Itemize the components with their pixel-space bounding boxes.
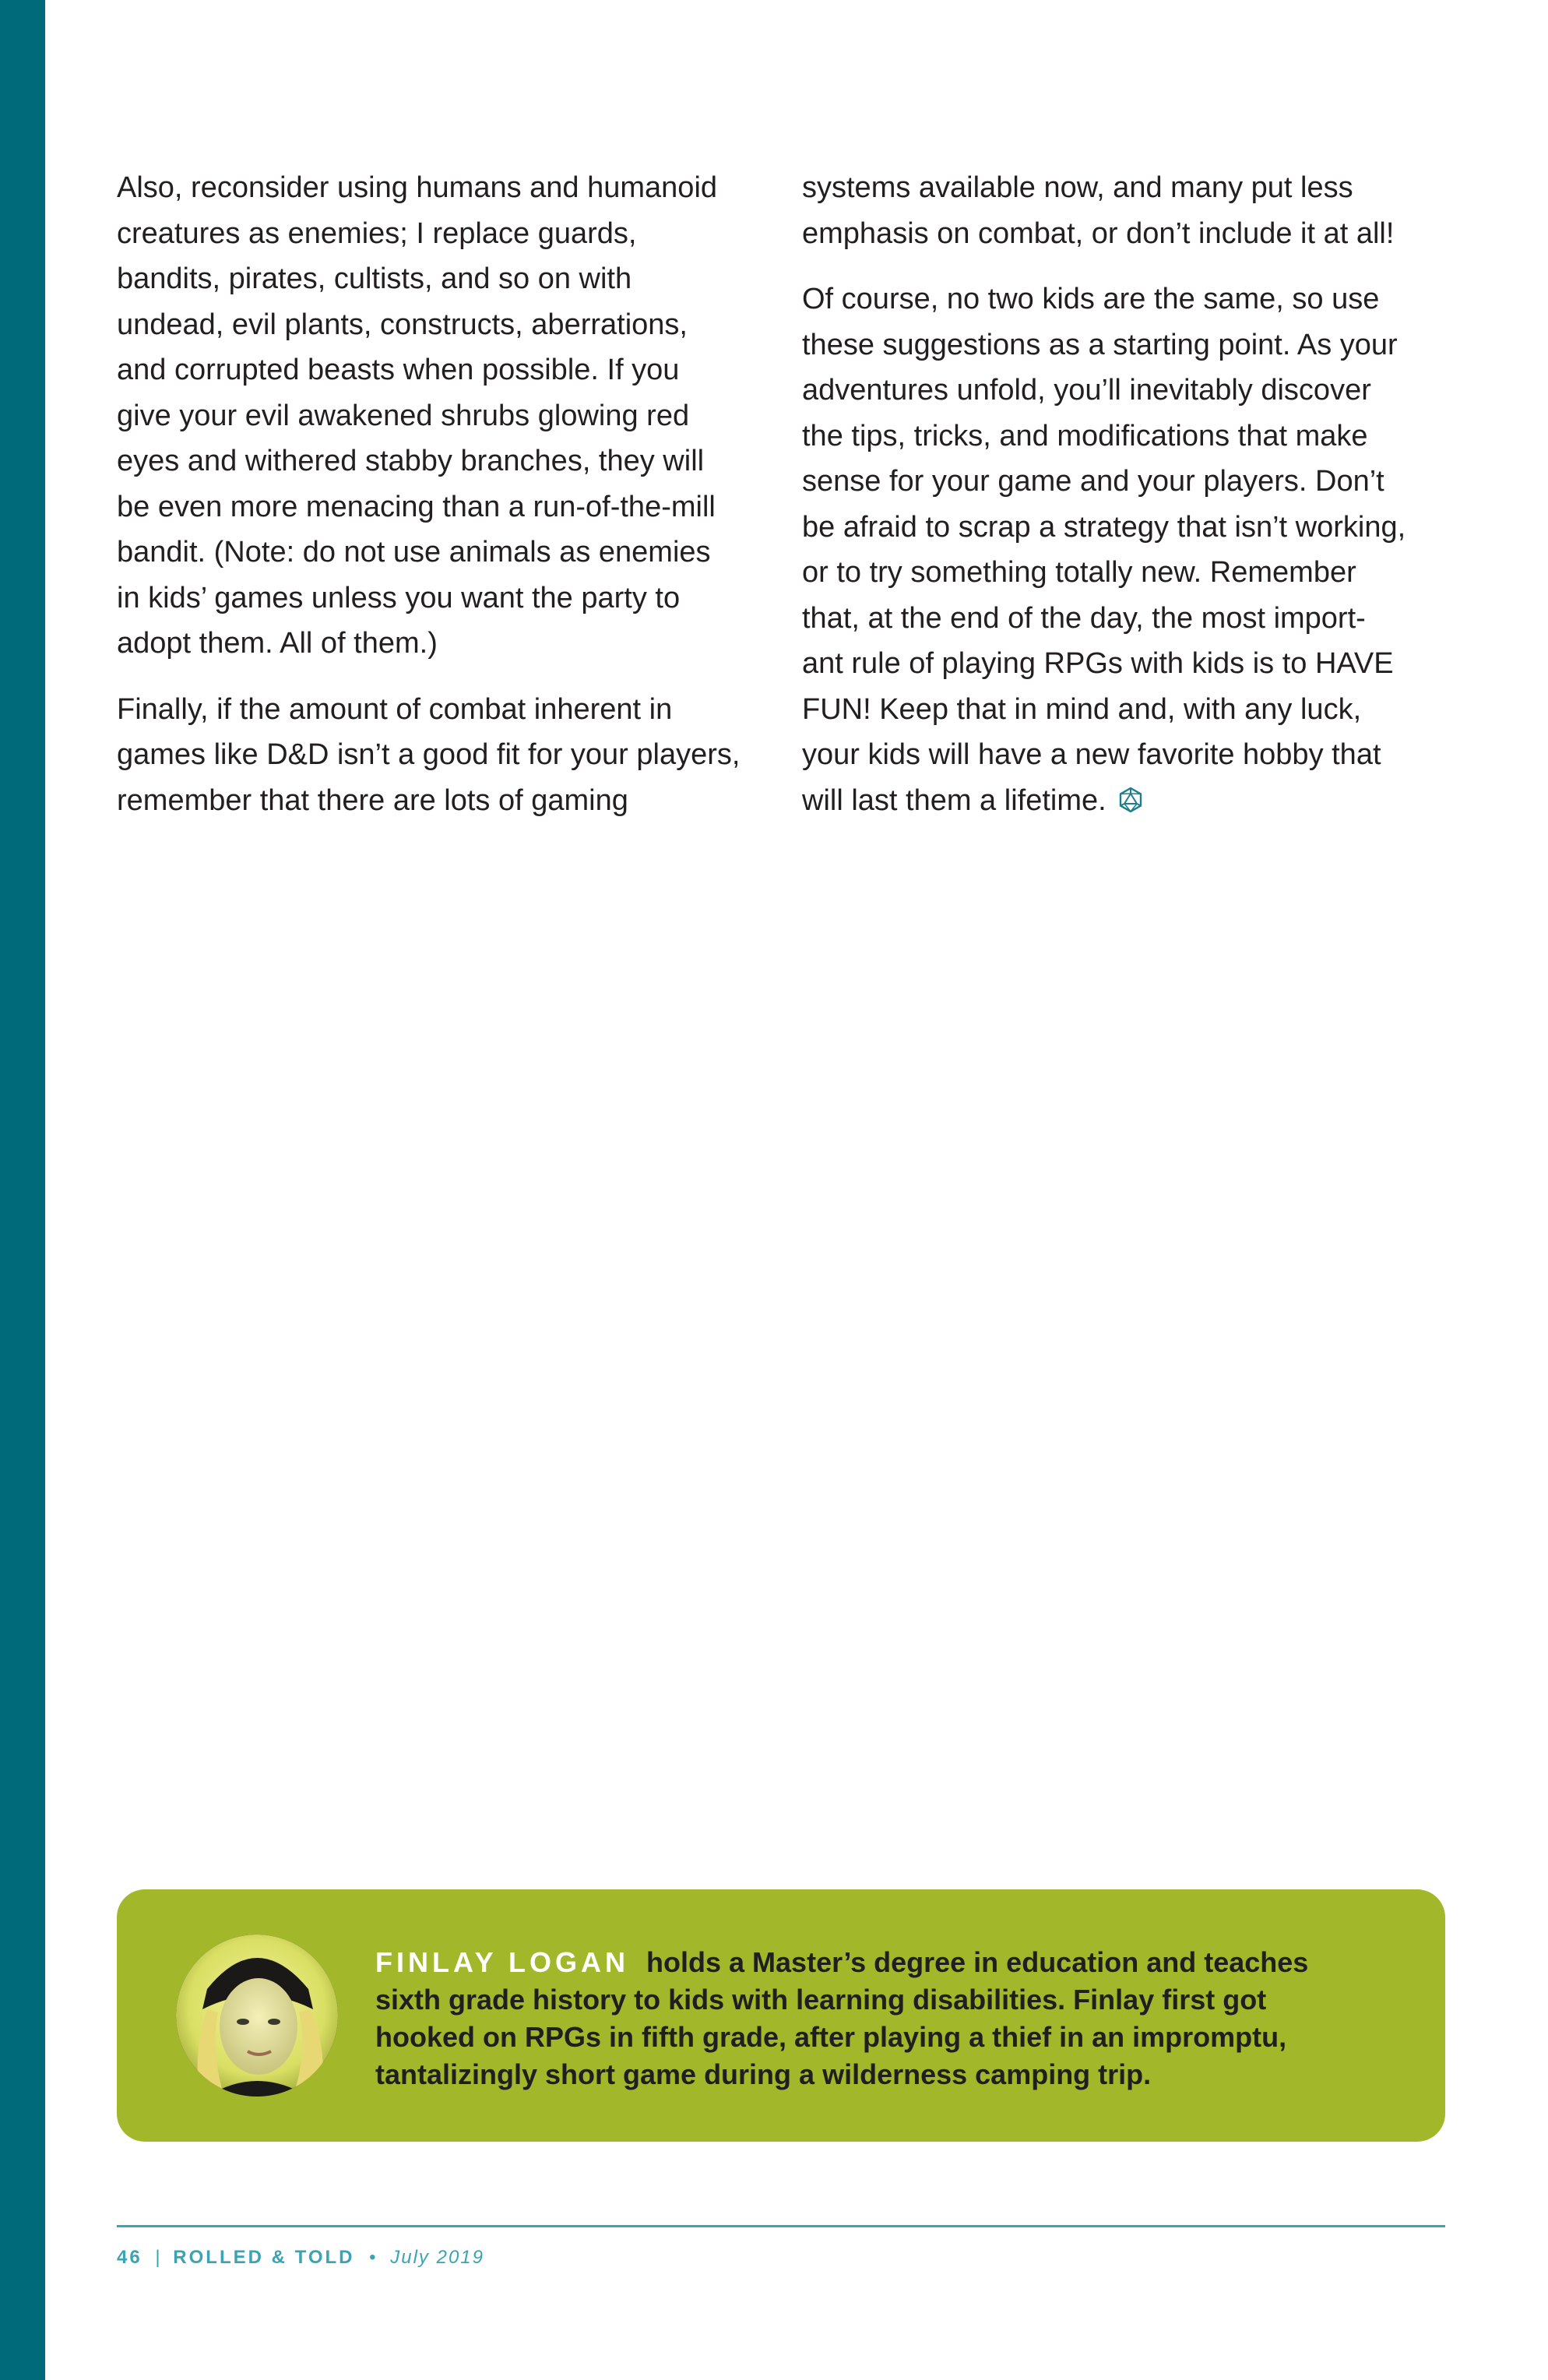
author-portrait-illustration bbox=[176, 1935, 338, 2097]
bio-line: sixth grade history to kids with learning disabilities. Finlay first got bbox=[375, 1984, 1267, 2016]
left-column bbox=[117, 165, 765, 843]
author-photo bbox=[176, 1935, 338, 2097]
text-line: remember that there are lots of gaming bbox=[117, 783, 628, 817]
text-line: that, at the end of the day, the most import- bbox=[802, 601, 1366, 635]
text-line: FUN! Keep that in mind and, with any luck, bbox=[802, 692, 1362, 726]
text-line: the tips, tricks, and modifications that make bbox=[802, 419, 1368, 452]
text-line: be afraid to scrap a strategy that isn’t working, bbox=[802, 510, 1406, 544]
issue-date: July 2019 bbox=[390, 2247, 484, 2268]
text-line: eyes and withered stabby branches, they will bbox=[117, 445, 705, 477]
bio-line: hooked on RPGs in fifth grade, after playing a thief in an impromptu, bbox=[375, 2021, 1287, 2053]
text-line: Also, reconsider using humans and humanoid bbox=[117, 171, 718, 204]
magazine-name: ROLLED & TOLD bbox=[173, 2247, 355, 2268]
text-line: sense for your game and your players. Don’t bbox=[802, 465, 1384, 498]
text-line bbox=[802, 778, 1445, 824]
text-line: in kids’ games unless you want the party to bbox=[117, 581, 681, 614]
paragraph bbox=[802, 276, 1445, 823]
text-line: be even more menacing than a run-of-the-mill bbox=[117, 490, 716, 523]
text-line-last: will last them a lifetime. bbox=[802, 783, 1106, 817]
text-line: adopt them. All of them.) bbox=[117, 627, 438, 660]
text-line: give your evil awakened shrubs glowing red bbox=[117, 399, 690, 432]
footer-separator: | bbox=[155, 2247, 160, 2268]
page-edge-bar bbox=[0, 0, 45, 2380]
article-body bbox=[117, 165, 1445, 835]
text-line: games like D&D isn’t a good fit for your players, bbox=[117, 738, 741, 771]
text-line: Finally, if the amount of combat inherent in bbox=[117, 692, 673, 726]
footer-divider bbox=[117, 2225, 1445, 2227]
d20-icon bbox=[1117, 787, 1144, 813]
page-number: 46 bbox=[117, 2247, 142, 2268]
page-footer bbox=[117, 2246, 484, 2269]
right-column bbox=[802, 165, 1445, 843]
text-line: or to try something totally new. Remember bbox=[802, 556, 1356, 589]
bio-line bbox=[375, 1944, 1411, 1981]
text-line: your kids will have a new favorite hobby that bbox=[802, 738, 1381, 771]
paragraph bbox=[117, 687, 765, 824]
text-line: emphasis on combat, or don’t include it at all! bbox=[802, 217, 1395, 250]
bio-line: tantalizingly short game during a wilderness camping trip. bbox=[375, 2058, 1152, 2090]
text-line: these suggestions as a starting point. As your bbox=[802, 328, 1398, 361]
text-line: bandit. (Note: do not use animals as enemies bbox=[117, 536, 711, 569]
paragraph bbox=[117, 165, 765, 667]
text-line: Of course, no two kids are the same, so use bbox=[802, 283, 1380, 315]
author-bio-text bbox=[375, 1944, 1411, 2093]
text-line: undead, evil plants, constructs, aberrations, bbox=[117, 308, 688, 341]
text-line: ant rule of playing RPGs with kids is to HAVE bbox=[802, 647, 1394, 680]
bio-line-text: holds a Master’s degree in education and teaches bbox=[646, 1946, 1309, 1978]
author-name: FINLAY LOGAN bbox=[375, 1946, 630, 1978]
author-bio-box bbox=[117, 1889, 1445, 2142]
text-line: and corrupted beasts when possible. If you bbox=[117, 354, 680, 386]
text-line: adventures unfold, you’ll inevitably discover bbox=[802, 374, 1371, 407]
text-line: systems available now, and many put less bbox=[802, 171, 1353, 204]
paragraph bbox=[802, 165, 1445, 256]
text-line: bandits, pirates, cultists, and so on with bbox=[117, 262, 632, 295]
footer-bullet: • bbox=[369, 2247, 376, 2268]
text-line: creatures as enemies; I replace guards, bbox=[117, 217, 637, 250]
